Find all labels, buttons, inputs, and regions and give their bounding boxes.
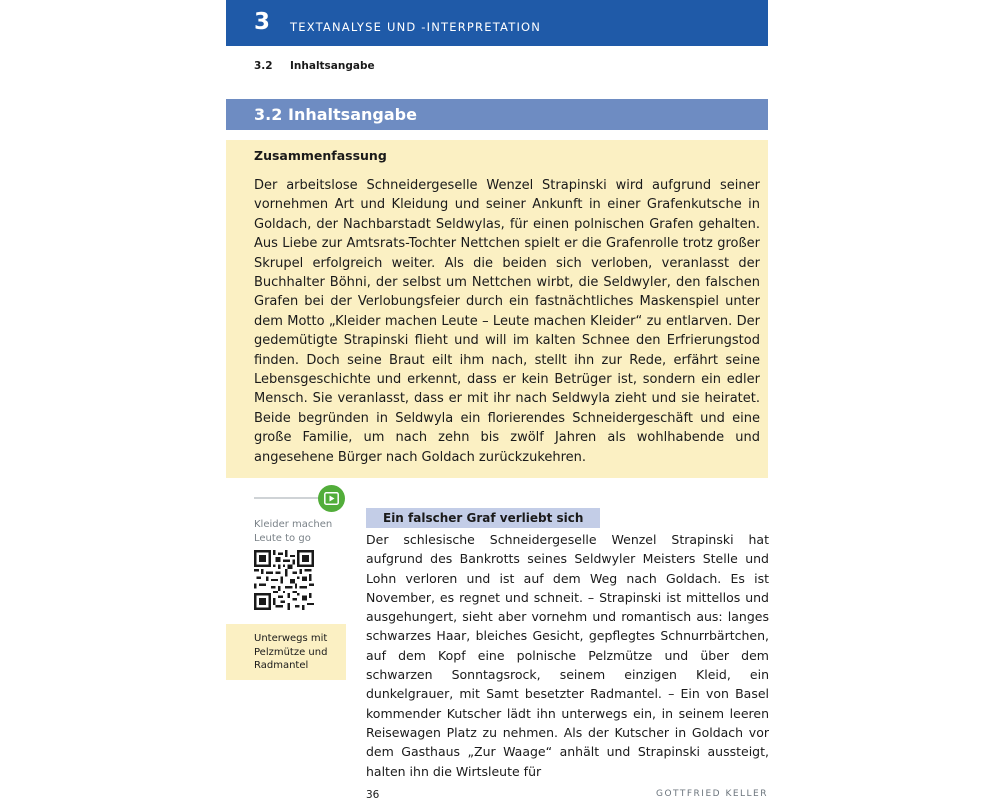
media-divider-line <box>254 497 320 499</box>
page-number: 36 <box>366 789 380 801</box>
section-title: Inhaltsangabe <box>288 105 417 124</box>
summary-text: Der arbeitslose Schneidergeselle Wenzel Strapinski wird aufgrund seiner vornehmen Art und Kleidung und seiner Ankunft in einer Grafenkutsche in Goldach, der Nachbarstadt Seldwylas, für einen polnischen Grafen gehalten. Aus Liebe zur Amtsrats-Tochter Nettchen spielt er die Grafenrolle trotz großer Skrupel erfolgreich weiter. Als die beiden sich verloben, veranlasst der Buchhalter Böhni, der selbst um Nettchen wirbt, die Seldwyler, den falschen Grafen bei der Verlobungsfeier durch ein fastnächtliches Maskenspiel unter dem Motto „Kleider machen Leute – Leute machen Kleider“ zu entlarven. Der gedemütigte Strapinski flieht und will im kalten Schnee den Erfrierungstod finden. Doch seine Braut eilt ihm nach, stellt ihn zur Rede, erfährt seine Lebensgeschichte und erkennt, dass er kein Betrüger ist, sondern ein edler Mensch. Sie veranlasst, dass er mit ihr nach Seldwyla zieht und sie heiratet. Beide begründen in Seldwyla ein florierendes Schneidergeschäft und eine große Familie, um nach zehn bis zwölf Jahren als wohlhabende und angesehene Bürger nach Goldach zurückzukehren. <box>254 178 760 465</box>
section-number: 3.2 <box>254 105 283 124</box>
summary-box <box>226 140 768 478</box>
author-name: GOTTFRIED KELLER <box>655 789 768 799</box>
running-head <box>254 60 375 72</box>
body-text: Der schlesische Schneidergeselle Wenzel Strapinski hat aufgrund des Bankrotts seines Seldwyler Meisters Stelle und Lohn verloren und ist auf dem Weg nach Goldach. Es ist November, es regnet und schneit. – Strapinski ist mittellos und ausgehungert, sieht aber vornehm und romantisch aus: langes schwarzes Haar, bleiches Gesicht, gepflegtes Schnurrbärtchen, auf dem Kopf eine polnische Pelzmütze und über dem schwarzen Sonntagsrock, seinem einzigen Kleid, ein dunkelgrauer, mit Samt besetzter Radmantel. – Ein von Basel kommender Kutscher lädt ihn unterwegs ein, in seinem leeren Reisewagen Platz zu nehmen. Als der Kutscher in Goldach vor dem Gasthaus „Zur Waage“ anhält und Strapinski aussteigt, halten ihn die Wirtsleute für <box>366 532 769 779</box>
summary-heading: Zusammenfassung <box>254 148 387 163</box>
running-head-title: Inhaltsangabe <box>290 60 375 72</box>
subsection-title: Ein falscher Graf verliebt sich <box>383 511 584 525</box>
chapter-title: TEXTANALYSE UND -INTERPRETATION <box>290 20 542 34</box>
qr-code[interactable] <box>254 550 314 610</box>
play-icon <box>324 492 339 505</box>
chapter-number: 3 <box>254 9 271 35</box>
book-page <box>226 0 768 800</box>
media-label: Kleider machen Leute to go <box>254 519 333 544</box>
chapter-header-bar <box>226 0 768 46</box>
marginal-note: Unterwegs mit Pelzmütze und Radmantel <box>254 633 328 671</box>
video-badge[interactable] <box>318 485 345 512</box>
subsection-heading-bar <box>366 508 600 528</box>
marginal-note-box <box>226 624 346 680</box>
section-header-bar <box>226 99 768 130</box>
running-head-number: 3.2 <box>254 60 273 72</box>
